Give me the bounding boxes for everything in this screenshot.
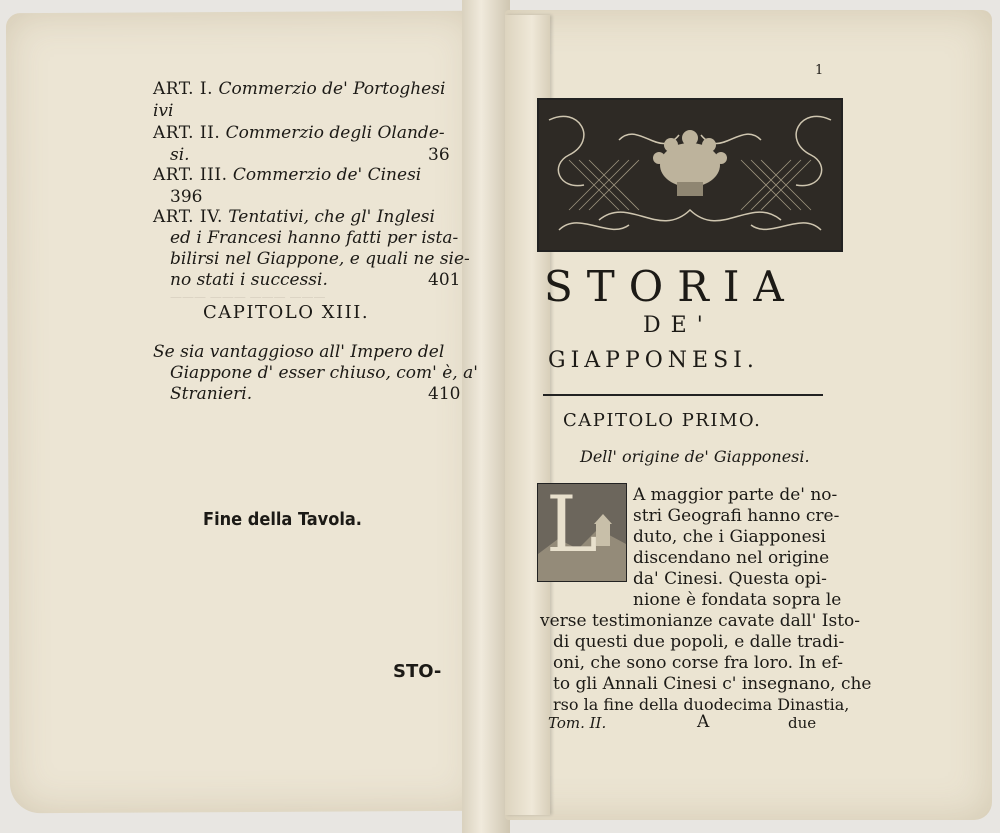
- book-gutter: [462, 0, 510, 833]
- toc-entry-3: ART. III. Commerzio de' Cinesi: [153, 165, 422, 185]
- body-line-2: stri Geografi hanno cre-: [633, 506, 840, 526]
- end-of-table: Fine della Tavola.: [203, 509, 362, 530]
- initial-letter: L: [546, 480, 598, 570]
- footer-volume: Tom. II.: [548, 714, 607, 732]
- toc-entry-4-cont-1: ed i Francesi hanno fatti per ista-: [170, 228, 459, 248]
- toc-entry-4-page: 401: [428, 270, 461, 290]
- title-rule: [543, 394, 823, 396]
- right-chapter-heading: CAPITOLO PRIMO.: [563, 410, 762, 431]
- footer-signature: A: [697, 712, 710, 732]
- show-through: ——— ——— ——— ———: [170, 290, 326, 304]
- left-chapter-line-3: Stranieri.: [170, 384, 253, 404]
- toc-entry-2: ART. II. Commerzio degli Olande-: [153, 123, 445, 143]
- body-line-6: nione è fondata sopra le: [633, 590, 842, 610]
- left-chapter-page: 410: [428, 384, 461, 404]
- body-line-10: to gli Annali Cinesi c' insegnano, che: [553, 674, 872, 694]
- footer-catchword: due: [788, 714, 817, 732]
- body-line-3: duto, che i Giapponesi: [633, 527, 826, 547]
- engraved-headpiece-ornament: [537, 98, 843, 252]
- title-storia: STORIA: [544, 262, 798, 311]
- left-chapter-line-2: Giappone d' esser chiuso, com' è, a': [170, 363, 478, 383]
- chapter-subtitle: Dell' origine de' Giapponesi.: [580, 447, 810, 466]
- body-line-11: rso la fine della duodecima Dinastia,: [553, 695, 850, 714]
- decorated-initial: [537, 480, 627, 582]
- left-chapter-heading: CAPITOLO XIII.: [203, 302, 370, 323]
- body-line-8: di questi due popoli, e dalle tradi-: [553, 632, 845, 652]
- page-number: 1: [815, 63, 824, 78]
- toc-entry-4-cont-3: no stati i successi.: [170, 270, 328, 290]
- body-line-5: da' Cinesi. Questa opi-: [633, 569, 827, 589]
- body-line-7: verse testimonianze cavate dall' Isto-: [540, 611, 861, 631]
- title-giapponesi: GIAPPONESI.: [548, 348, 759, 373]
- body-line-4: discendano nel origine: [633, 548, 830, 568]
- body-line-1: A maggior parte de' no-: [633, 485, 838, 505]
- left-chapter-line-1: Se sia vantaggioso all' Impero del: [153, 342, 445, 362]
- toc-entry-2-page: 36: [428, 145, 450, 165]
- left-catchword: STO-: [393, 661, 442, 682]
- toc-entry-1: ART. I. Commerzio de' Portoghesi: [153, 79, 446, 99]
- body-line-9: oni, che sono corse fra loro. In ef-: [553, 653, 844, 673]
- toc-entry-1-cont: ivi: [153, 101, 174, 121]
- toc-entry-4: ART. IV. Tentativi, che gl' Inglesi: [153, 207, 435, 227]
- toc-entry-4-cont-2: bilirsi nel Giappone, e quali ne sie-: [170, 249, 470, 269]
- toc-entry-3-page: 396: [170, 187, 203, 207]
- toc-entry-2-cont: si.: [170, 145, 190, 165]
- title-de: DE': [643, 313, 713, 338]
